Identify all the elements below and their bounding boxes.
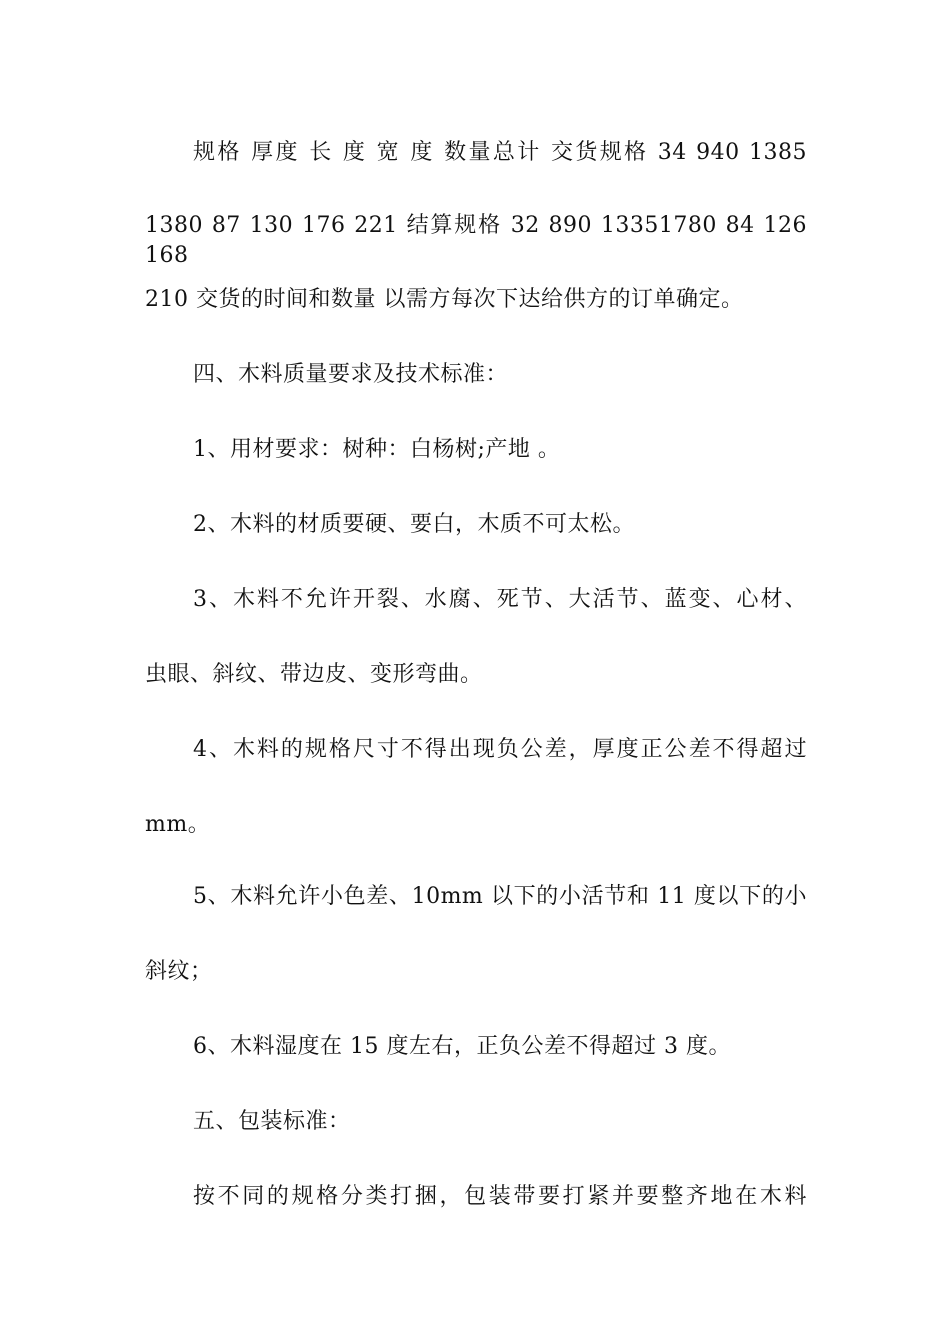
item-3-line-2: 虫眼、斜纹、带边皮、变形弯曲。 bbox=[145, 662, 483, 687]
item-6: 6、木料湿度在 15 度左右，正负公差不得超过 3 度。 bbox=[193, 1034, 731, 1059]
item-2: 2、木料的材质要硬、要白，木质不可太松。 bbox=[193, 512, 635, 537]
spec-table-line-2: 1380 87 130 176 221 结算规格 32 890 13351780 84 126 168 bbox=[145, 213, 807, 268]
item-5-line-1: 5、木料允许小色差、10mm 以下的小活节和 11 度以下的小 bbox=[193, 884, 807, 909]
item-4-line-1: 4、木料的规格尺寸不得出现负公差，厚度正公差不得超过 bbox=[193, 737, 807, 762]
item-4-line-2: mm。 bbox=[145, 812, 211, 837]
section-4-heading: 四、木料质量要求及技术标准： bbox=[193, 362, 509, 387]
spec-table-line-1: 规格 厚度 长 度 宽 度 数量总计 交货规格 34 940 1385 bbox=[193, 140, 807, 165]
section-5-heading: 五、包装标准： bbox=[193, 1109, 351, 1134]
item-3-line-1: 3、木料不允许开裂、水腐、死节、大活节、蓝变、心材、 bbox=[193, 587, 807, 612]
delivery-line: 210 交货的时间和数量 以需方每次下达给供方的订单确定。 bbox=[145, 287, 744, 312]
item-1: 1、用材要求：树种：白杨树;产地 。 bbox=[193, 437, 561, 462]
item-5-line-2: 斜纹； bbox=[145, 959, 213, 984]
packaging-paragraph-line-1: 按不同的规格分类打捆，包装带要打紧并要整齐地在木料 bbox=[193, 1184, 807, 1209]
